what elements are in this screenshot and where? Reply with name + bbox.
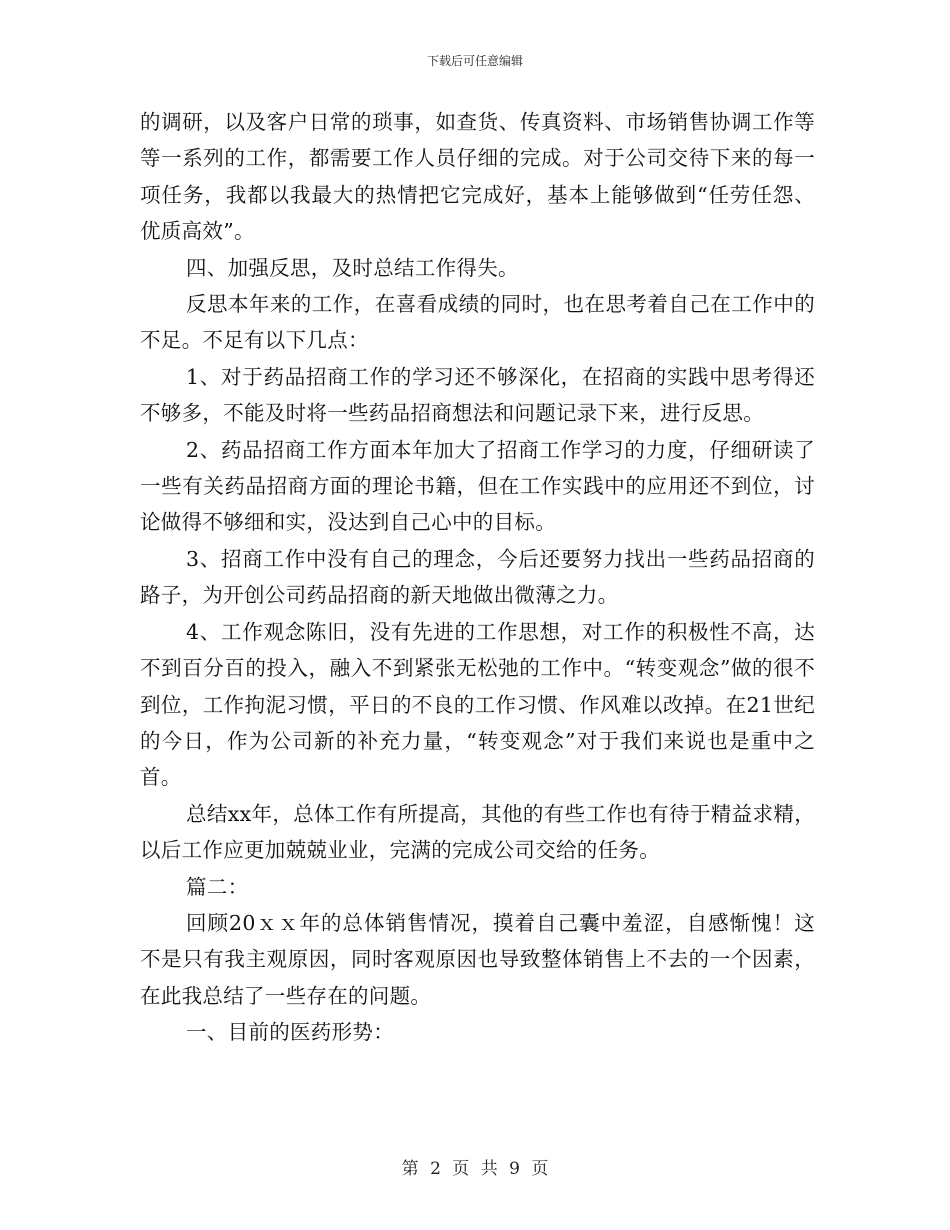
page-number-footer: 第 2 页 共 9 页 [401,1159,549,1179]
section-heading-1: 一、目前的医药形势： [186,1020,394,1045]
paragraph-reflection: 反思本年来的工作，在喜看成绩的同时，也在思考着自己在工作中的不足。不足有以下几点： [140,292,815,353]
paragraph-review: 回顾20ｘｘ年的总体销售情况，摸着自己囊中羞涩，自感惭愧！这不是只有我主观原因，同时客观原因也导致整体销售上不去的一个因素，在此我总结了一些存在的问题。 [140,910,815,1008]
paragraph-summary: 总结xx年，总体工作有所提高，其他的有些工作也有待于精益求精，以后工作应更加兢兢业业，完满的完成公司交给的任务。 [140,801,815,863]
list-item-2: 2、药品招商工作方面本年加大了招商工作学习的力度，仔细研读了一些有关药品招商方面的理论书籍，但在工作实践中的应用还不到位，讨论做得不够细和实，没达到自己心中的目标。 [140,437,815,535]
paragraph-1: 的调研，以及客户日常的琐事，如查货、传真资料、市场销售协调工作等等一系列的工作，都需要工作人员仔细的完成。对于公司交待下来的每一项任务，我都以我最大的热情把它完成好，基本上能够做到“任劳任怨、优质高效”。 [140,110,815,244]
list-item-3: 3、招商工作中没有自己的理念，今后还要努力找出一些药品招商的路子，为开创公司药品招商的新天地做出微薄之力。 [140,546,815,608]
list-item-1: 1、对于药品招商工作的学习还不够深化，在招商的实践中思考得还不够多，不能及时将一些药品招商想法和问题记录下来，进行反思。 [140,364,815,426]
document-body [140,104,815,1051]
page-header: 下载后可任意编辑 [426,54,523,68]
section-title-part-2: 篇二： [186,874,249,899]
section-heading-4: 四、加强反思，及时总结工作得失。 [186,255,519,280]
list-item-4: 4、工作观念陈旧，没有先进的工作思想，对工作的积极性不高，达不到百分百的投入，融入不到紧张无松弛的工作中。“转变观念”做的很不到位，工作拘泥习惯，平日的不良的工作习惯、作风难以改掉。在21世纪的今日，作为公司新的补充力量，“转变观念”对于我们来说也是重中之首。 [140,619,815,790]
